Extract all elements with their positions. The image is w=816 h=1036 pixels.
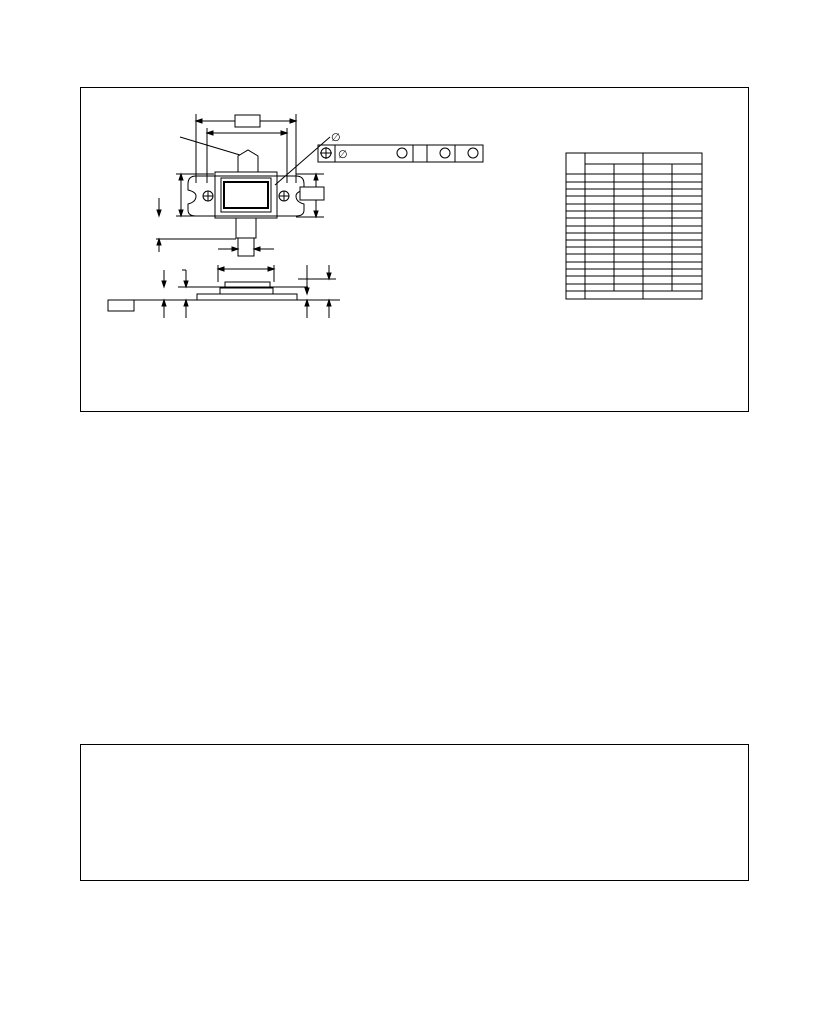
ear-height-dimension: [296, 174, 324, 217]
mmc-circle-1: [397, 148, 407, 158]
mmc-circle-2: [440, 148, 450, 158]
lead-width-dimension: [218, 247, 274, 251]
package-side-view: [108, 265, 340, 318]
overall-length-dimension: [196, 114, 296, 183]
mmc-circle-3: [468, 148, 478, 158]
hole-spacing-dimension: [207, 128, 287, 183]
diameter-symbol-frame: ∅: [338, 148, 348, 161]
dimension-table: [566, 153, 702, 299]
diameter-symbol-leader: ∅: [331, 131, 341, 144]
leader-line-left: [180, 137, 240, 155]
